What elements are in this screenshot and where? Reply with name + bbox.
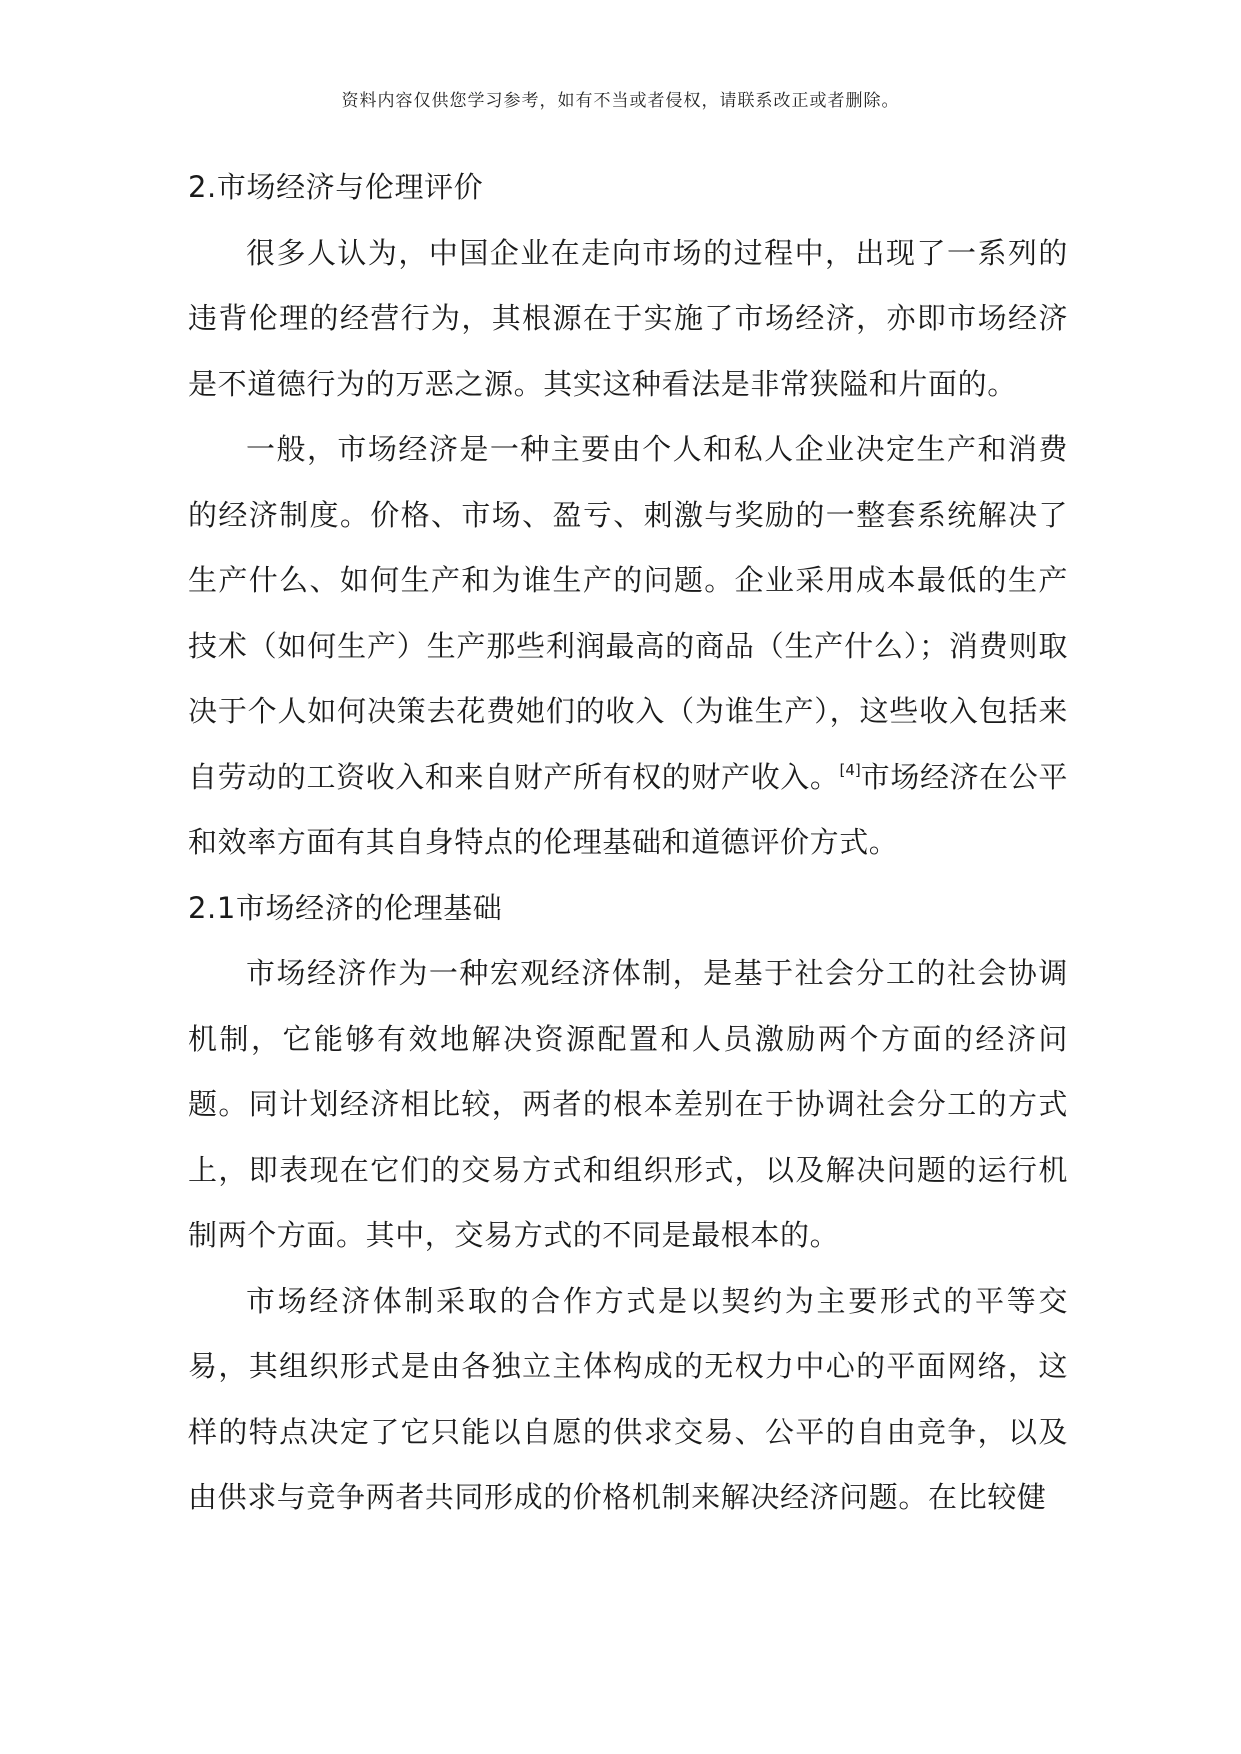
paragraph-1: 很多人认为，中国企业在走向市场的过程中，出现了一系列的违背伦理的经营行为，其根源在于实施了市场经济，亦即市场经济是不道德行为的万恶之源。其实这种看法是非常狭隘和片面的。 xyxy=(188,235,1068,401)
page-header-notice: 资料内容仅供您学习参考，如有不当或者侵权，请联系改正或者删除。 xyxy=(341,91,900,111)
paragraph-2-text-before-citation: 一般，市场经济是一种主要由个人和私人企业决定生产和消费的经济制度。价格、市场、盈亏、刺激与奖励的一整套系统解决了生产什么、如何生产和为谁生产的问题。企业采用成本最低的生产技术（如何生产）生产那些利润最高的商品（生产什么）；消费则取决于个人如何决策去花费她们的收入（为谁生产），这些收入包括来自劳动的工资收入和来自财产所有权的财产收入。 xyxy=(188,432,1068,794)
document-body xyxy=(188,155,1068,1531)
citation-reference: [4] xyxy=(839,760,861,779)
paragraph-2 xyxy=(188,417,1068,876)
section-heading: 2.市场经济与伦理评价 xyxy=(188,170,484,204)
paragraph-2-text-after-citation: 市场经济在公平和效率方面有其自身特点的伦理基础和道德评价方式。 xyxy=(188,759,1069,859)
paragraph-4: 市场经济体制采取的合作方式是以契约为主要形式的平等交易，其组织形式是由各独立主体构成的无权力中心的平面网络，这样的特点决定了它只能以自愿的供求交易、公平的自由竞争，以及由供求与竞争两者共同形成的价格机制来解决经济问题。在比较健 xyxy=(188,1283,1068,1514)
paragraph-3: 市场经济作为一种宏观经济体制，是基于社会分工的社会协调机制，它能够有效地解决资源配置和人员激励两个方面的经济问题。同计划经济相比较，两者的根本差别在于协调社会分工的方式上，即表现在它们的交易方式和组织形式，以及解决问题的运行机制两个方面。其中，交易方式的不同是最根本的。 xyxy=(188,956,1068,1252)
subsection-heading: 2.1市场经济的伦理基础 xyxy=(188,890,503,925)
